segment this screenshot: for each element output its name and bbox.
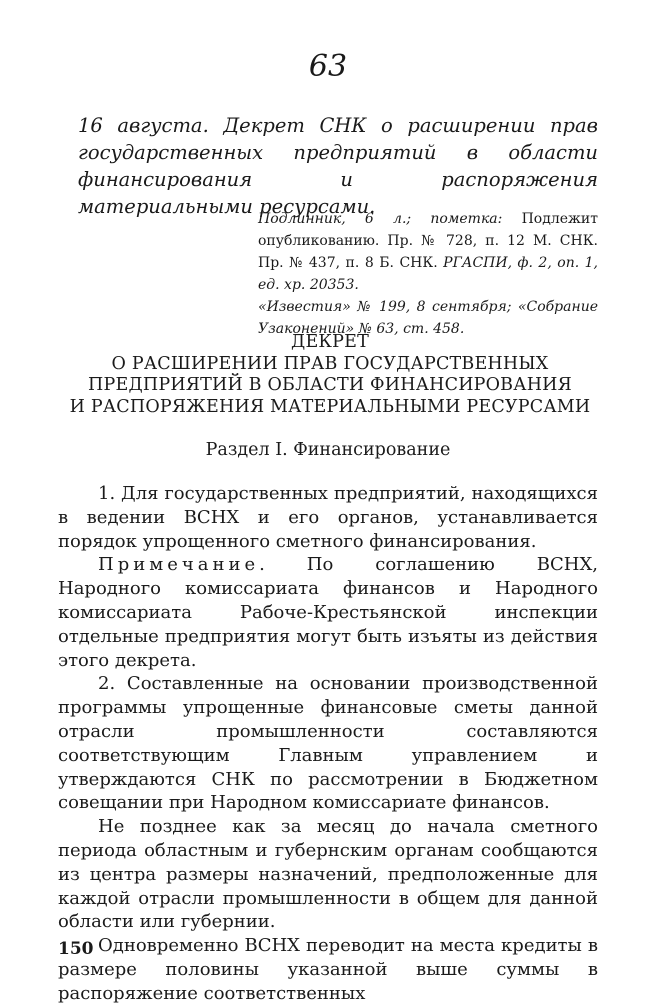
paragraph: 1. Для государственных предприятий, находящихся в ведении ВСНХ и его органов, устанавливается порядок упрощенного сметного финансирования. — [58, 483, 598, 552]
decree-title-line: И РАСПОРЯЖЕНИЯ МАТЕРИАЛЬНЫМИ РЕСУРСАМИ — [69, 396, 591, 417]
source-note-publication: «Известия» № 199, 8 сентября; «Собрание Узаконений» № 63, ст. 458. — [258, 299, 598, 337]
paragraph: Не позднее как за месяц до начала сметного периода областным и губернским органам сообщаются из центра размеры назначений, предположенные для каждой отрасли промышленности в общем для данной области или губернии. — [58, 816, 598, 933]
decree-title-line: О РАСШИРЕНИИ ПРАВ ГОСУДАРСТВЕННЫХ — [111, 353, 549, 374]
source-note-archive: РГАСПИ, ф. 2, оп. 1, ед. хр. 20353. — [258, 255, 599, 293]
note-label: Примечание — [98, 554, 260, 576]
decree-title-line: ДЕКРЕТ — [291, 332, 369, 352]
source-note-mark: Подлежит опубликованию. Пр. № 728, п. 12 М. СНК. Пр. № 437, п. 8 Б. СНК. — [258, 211, 598, 271]
decree-title-line: ПРЕДПРИЯТИЙ В ОБЛАСТИ ФИНАНСИРОВАНИЯ — [88, 375, 572, 395]
source-note-origin: Подлинник, 6 л.; пометка: — [258, 211, 503, 227]
section-title: Раздел I. Финансирование — [205, 440, 451, 460]
note-text: . По соглашению ВСНХ, Народного комиссариата финансов и Народного комиссариата Рабоче-Крестьянской инспекции отдельные предприятия могут быть изъяты из действия этого декрета. — [58, 554, 598, 671]
decree-title — [60, 332, 600, 418]
paragraph-note — [58, 553, 598, 672]
body-text — [58, 482, 598, 1006]
source-note — [258, 208, 598, 340]
page-number: 150 — [58, 939, 94, 959]
document-heading: 16 августа. Декрет СНК о расширении прав государственных предприятий в области финансирования и распоряжения материальными ресурсами. — [78, 114, 598, 218]
paragraph: Одновременно ВСНХ переводит на места кредиты в размере половины указанной выше суммы в распоряжение соответственных — [58, 935, 598, 1004]
document-number: 63 — [308, 49, 348, 84]
paragraph: 2. Составленные на основании производственной программы упрощенные финансовые сметы данной отрасли промышленности составляются соответствующим Главным управлением и утверждаются СНК по рассмотрении в Бюджетном совещании при Народном комиссариате финансов. — [58, 673, 598, 814]
